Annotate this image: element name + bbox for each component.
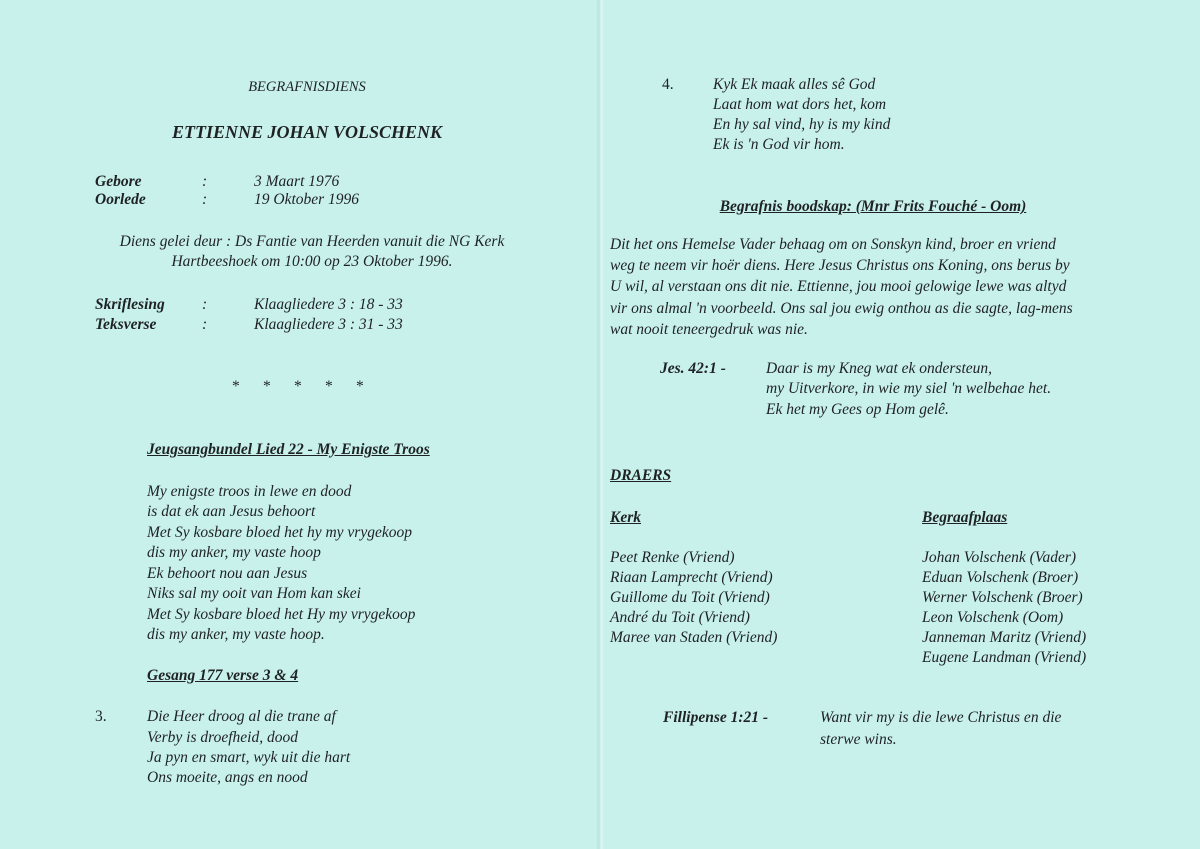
- reading-label: Skriflesing: [95, 296, 165, 313]
- verse-line: Laat hom wat dors het, kom: [713, 96, 887, 113]
- verse-line: En hy sal vind, hy is my kind: [713, 116, 891, 133]
- lyric-line: is dat ek aan Jesus behoort: [147, 503, 316, 520]
- bearer-name: André du Toit (Vriend): [610, 609, 750, 626]
- scripture-line: Want vir my is die lewe Christus en die: [820, 709, 1062, 726]
- bearer-name: Eugene Landman (Vriend): [922, 649, 1087, 666]
- bearer-name: Maree van Staden (Vriend): [610, 629, 778, 646]
- bearer-name: Janneman Maritz (Vriend): [922, 629, 1087, 646]
- colon: :: [202, 173, 208, 190]
- born-label: Gebore: [95, 173, 142, 190]
- scripture-line: sterwe wins.: [820, 731, 897, 748]
- message-title: Begrafnis boodskap: (Mnr Frits Fouché - Oom): [719, 198, 1027, 215]
- bearer-name: Leon Volschenk (Oom): [922, 609, 1064, 626]
- bearer-name: Guillome du Toit (Vriend): [610, 589, 770, 606]
- message-line: vir ons almal 'n voorbeeld. Ons sal jou ewig onthou as die sagte, lag-mens: [610, 300, 1073, 317]
- reading-value: Klaagliedere 3 : 18 - 33: [254, 296, 403, 313]
- lyric-line: dis my anker, my vaste hoop.: [147, 626, 325, 643]
- hymn1-title: Jeugsangbundel Lied 22 - My Enigste Troos: [147, 441, 430, 458]
- died-label: Oorlede: [95, 191, 146, 208]
- bearer-name: Werner Volschenk (Broer): [922, 589, 1083, 606]
- lyric-line: Niks sal my ooit van Hom kan skei: [147, 585, 361, 602]
- service-line: Diens gelei deur : Ds Fantie van Heerden vanuit die NG Kerk: [119, 233, 505, 250]
- document-title: BEGRAFNISDIENS: [248, 79, 366, 95]
- message-line: Dit het ons Hemelse Vader behaag om on Sonskyn kind, broer en vriend: [610, 236, 1056, 253]
- verse-number: 4.: [662, 76, 674, 93]
- text-label: Teksverse: [95, 316, 157, 333]
- bearer-name: Riaan Lamprecht (Vriend): [610, 569, 773, 586]
- lyric-line: Met Sy kosbare bloed het Hy my vrygekoop: [147, 606, 416, 623]
- star-divider: * * * * *: [232, 378, 364, 395]
- message-line: wat nooit teneergedruk was nie.: [610, 321, 808, 338]
- deceased-name: ETTIENNE JOHAN VOLSCHENK: [171, 122, 443, 142]
- lyric-line: My enigste troos in lewe en dood: [147, 483, 352, 500]
- verse-line: Ek is 'n God vir hom.: [713, 136, 845, 153]
- text-value: Klaagliedere 3 : 31 - 33: [254, 316, 403, 333]
- lyric-line: Met Sy kosbare bloed het hy my vrygekoop: [147, 524, 412, 541]
- bearer-name: Peet Renke (Vriend): [610, 549, 735, 566]
- phil-reference: Fillipense 1:21 -: [663, 709, 769, 726]
- verse-line: Ons moeite, angs en nood: [147, 769, 308, 786]
- scripture-line: my Uitverkore, in wie my siel 'n welbehae het.: [766, 380, 1052, 397]
- scripture-line: Daar is my Kneg wat ek ondersteun,: [766, 360, 993, 377]
- message-line: weg te neem vir hoër diens. Here Jesus Christus ons Koning, ons berus by: [610, 257, 1070, 274]
- verse-line: Die Heer droog al die trane af: [147, 708, 336, 725]
- colon: :: [202, 296, 208, 313]
- service-line: Hartbeeshoek om 10:00 op 23 Oktober 1996.: [171, 253, 453, 270]
- colon: :: [202, 191, 208, 208]
- church-title: Kerk: [610, 509, 641, 526]
- lyric-line: dis my anker, my vaste hoop: [147, 544, 321, 561]
- hymn2-title: Gesang 177 verse 3 & 4: [147, 667, 299, 684]
- lyric-line: Ek behoort nou aan Jesus: [147, 565, 308, 582]
- bearers-title: DRAERS: [610, 467, 672, 484]
- verse-line: Verby is droefheid, dood: [147, 729, 298, 746]
- cemetery-title: Begraafplaas: [922, 509, 1008, 526]
- bearer-name: Johan Volschenk (Vader): [922, 549, 1077, 566]
- born-value: 3 Maart 1976: [254, 173, 340, 190]
- died-value: 19 Oktober 1996: [254, 191, 360, 208]
- page-fold: [596, 0, 604, 849]
- jes-reference: Jes. 42:1 -: [660, 360, 726, 377]
- verse-line: Kyk Ek maak alles sê God: [713, 76, 876, 93]
- verse-number: 3.: [95, 708, 107, 725]
- scripture-line: Ek het my Gees op Hom gelê.: [766, 401, 949, 418]
- colon: :: [202, 316, 208, 333]
- message-line: U wil, al verstaan ons dit nie. Ettienne, jou mooi gelowige lewe was altyd: [610, 278, 1067, 295]
- verse-line: Ja pyn en smart, wyk uit die hart: [147, 749, 351, 766]
- bearer-name: Eduan Volschenk (Broer): [922, 569, 1079, 586]
